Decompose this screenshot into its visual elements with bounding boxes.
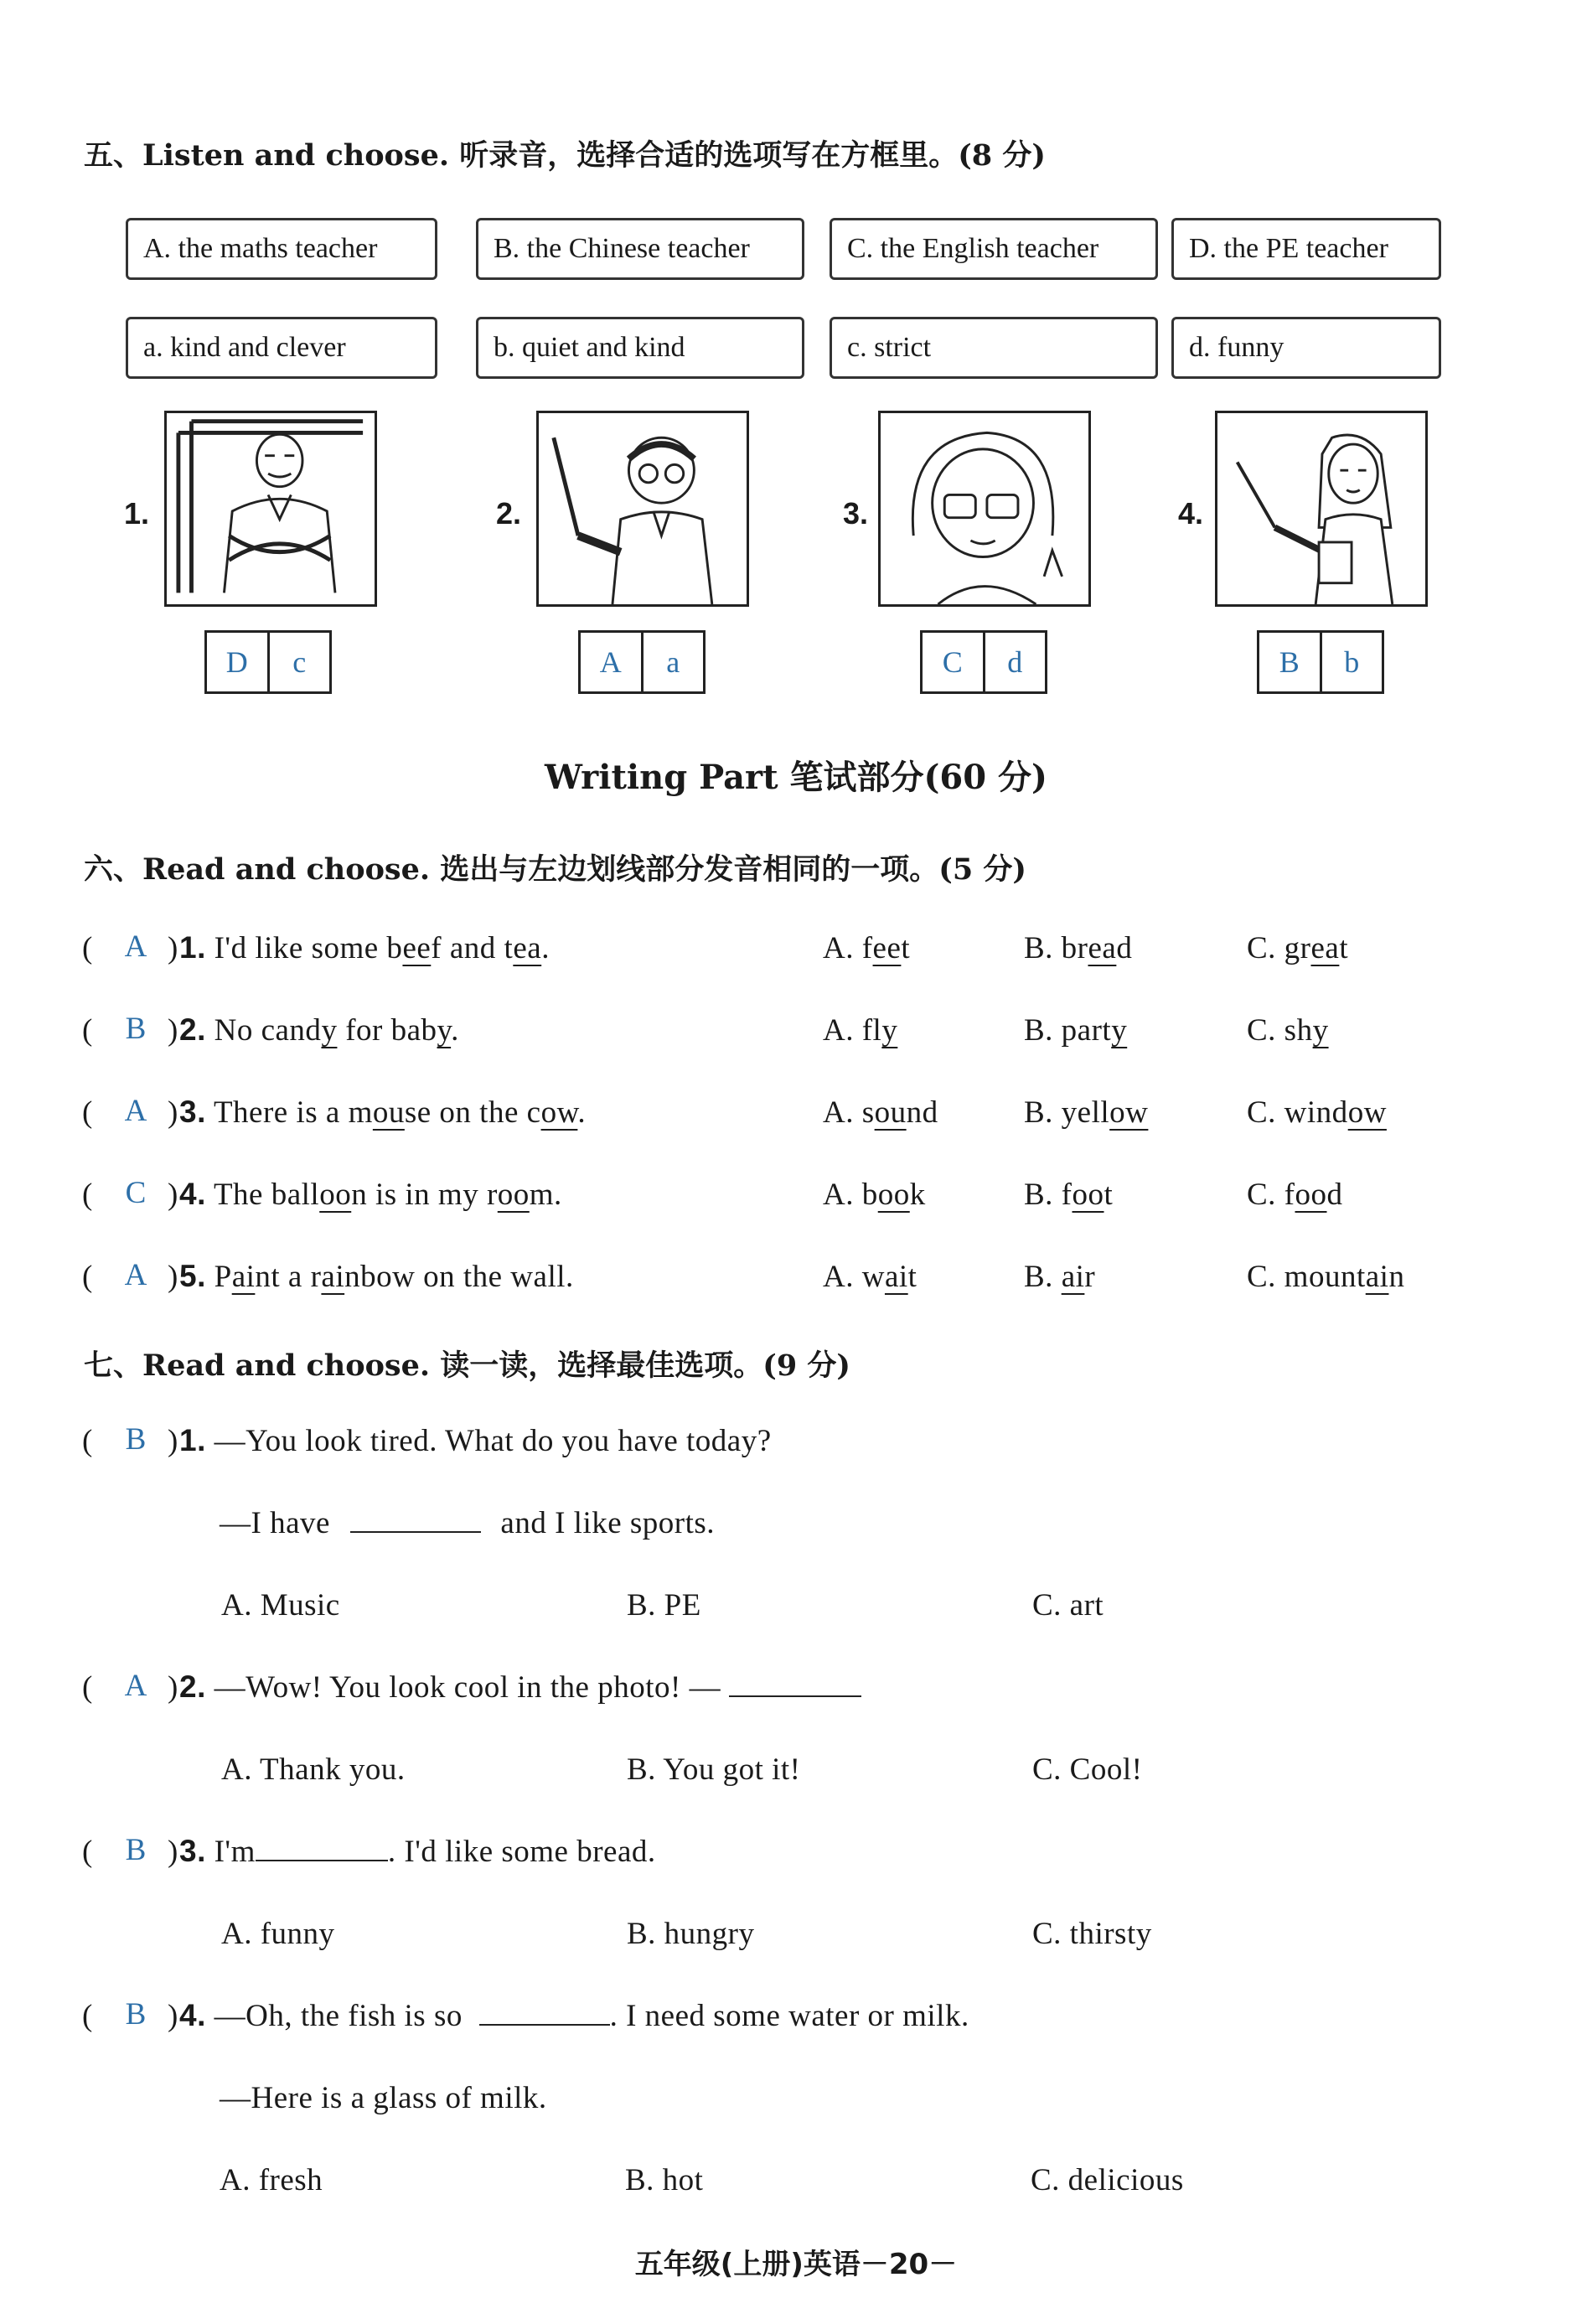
option-c[interactable]: C. thirsty (1032, 1917, 1152, 1951)
male-teacher-with-pointer-icon (536, 411, 749, 607)
question-number: 2. (179, 1669, 206, 1704)
question-text: f and t (431, 931, 514, 965)
option-b[interactable]: B. hot (625, 2163, 704, 2197)
option-text: t (1339, 931, 1349, 965)
underlined-sound: oo (319, 1178, 352, 1212)
page-footer: 五年级(上册)英语－20－ (634, 2248, 958, 2281)
option-a[interactable] (823, 1095, 938, 1131)
answer-paren: ) (168, 1835, 178, 1869)
option-text: C. f (1247, 1178, 1295, 1212)
question-6-4 (179, 1177, 562, 1213)
option-text: A. b (823, 1178, 878, 1212)
question-6-3 (179, 1095, 586, 1131)
question-7-1-line2 (220, 1505, 715, 1541)
question-text: There is a m (213, 1095, 373, 1130)
section6-heading: 六、Read and choose. 选出与左边划线部分发音相同的一项。(5 分) (84, 852, 1026, 887)
female-teacher-with-pointer-icon (1215, 411, 1428, 607)
question-text: . I'd like some bread. (387, 1835, 656, 1869)
answer-paren: ) (168, 1999, 178, 2033)
section5-heading: 五、Listen and choose. 听录音，选择合适的选项写在方框里。(8 分) (84, 138, 1046, 173)
picture-number-3: 3. (843, 496, 869, 531)
option-b[interactable]: B. You got it! (627, 1752, 801, 1787)
answer-paren: ( (82, 1260, 93, 1294)
answer-7-3[interactable]: B (125, 1833, 147, 1867)
option-b[interactable] (1024, 1259, 1095, 1295)
answer-paren: ) (168, 931, 178, 965)
question-text: and I like sports. (500, 1506, 716, 1540)
answer-box-4[interactable] (1257, 630, 1384, 694)
underlined-sound: ee (872, 931, 902, 965)
option-c[interactable]: C. art (1032, 1588, 1104, 1623)
answer-paren: ) (168, 1424, 178, 1458)
answer-paren: ( (82, 1095, 93, 1130)
option-text: r (1084, 1260, 1096, 1294)
underlined-sound: oo (1072, 1178, 1104, 1212)
question-text: nt a r (255, 1260, 322, 1294)
teacher-option-a: A. the maths teacher (126, 218, 437, 280)
option-c[interactable] (1247, 1012, 1329, 1048)
question-text: No cand (214, 1013, 322, 1048)
option-text: B. br (1024, 931, 1088, 965)
option-text: t (1104, 1178, 1114, 1212)
option-c[interactable] (1247, 1259, 1404, 1295)
underlined-sound: y (1111, 1013, 1128, 1048)
trait-option-d: d. funny (1171, 317, 1441, 379)
answer-paren: ( (82, 1178, 93, 1212)
underlined-sound: ea (513, 931, 542, 965)
question-text: m. (529, 1178, 562, 1212)
question-7-2 (179, 1669, 861, 1705)
answer-paren: ( (82, 931, 93, 965)
underlined-sound: ow (1347, 1095, 1387, 1130)
answer-6-3[interactable]: A (124, 1094, 147, 1128)
option-c[interactable] (1247, 1095, 1387, 1131)
question-text: The ball (213, 1178, 320, 1212)
answer-blank[interactable] (256, 1835, 388, 1861)
question-6-5 (179, 1259, 574, 1295)
question-text: n is in my r (351, 1178, 498, 1212)
option-text: nd (906, 1095, 938, 1130)
answer-box-2[interactable] (578, 630, 706, 694)
underlined-sound: ai (1061, 1260, 1085, 1294)
answer-box-4-teacher: B (1259, 633, 1322, 691)
option-c[interactable]: C. delicious (1031, 2163, 1184, 2197)
question-number: 3. (179, 1095, 206, 1129)
underlined-sound: ea (1088, 931, 1117, 965)
trait-option-b: b. quiet and kind (476, 317, 804, 379)
answer-paren: ) (168, 1095, 178, 1130)
option-a[interactable]: A. fresh (220, 2163, 323, 2197)
option-a[interactable]: A. Thank you. (221, 1752, 406, 1787)
option-b[interactable]: B. PE (627, 1588, 701, 1623)
option-text: t (907, 1260, 917, 1294)
question-text: for bab (337, 1013, 437, 1048)
underlined-sound: oo (497, 1178, 530, 1212)
question-text: nbow on the wall. (344, 1260, 574, 1294)
option-b[interactable] (1024, 1012, 1127, 1048)
underlined-sound: ow (1109, 1095, 1149, 1130)
trait-option-c: c. strict (830, 317, 1158, 379)
underlined-sound: ai (884, 1260, 908, 1294)
option-text: A. fl (823, 1013, 882, 1048)
answer-6-1[interactable]: A (124, 929, 147, 964)
answer-paren: ) (168, 1178, 178, 1212)
option-a[interactable] (823, 1012, 897, 1048)
option-text: B. (1024, 1260, 1062, 1294)
option-text: d (1326, 1178, 1343, 1212)
writing-part-title: Writing Part 笔试部分(60 分) (545, 758, 1047, 797)
option-text: n (1388, 1260, 1405, 1294)
teacher-option-d: D. the PE teacher (1171, 218, 1441, 280)
teacher-option-c: C. the English teacher (830, 218, 1158, 280)
question-number: 2. (179, 1012, 206, 1047)
question-6-1 (179, 930, 550, 966)
option-text: A. f (823, 931, 873, 965)
option-a[interactable]: A. Music (221, 1588, 340, 1623)
option-text: C. sh (1247, 1013, 1313, 1048)
option-text: d (1116, 931, 1133, 965)
answer-blank[interactable] (350, 1506, 481, 1533)
option-b[interactable] (1024, 930, 1132, 966)
question-text: I'd like some b (214, 931, 403, 965)
section7-heading: 七、Read and choose. 读一读，选择最佳选项。(9 分) (84, 1348, 850, 1383)
question-text: —You look tired. What do you have today? (214, 1424, 772, 1458)
underlined-sound: y (1312, 1013, 1329, 1048)
question-7-4-line2: —Here is a glass of milk. (220, 2081, 547, 2115)
strict-teacher-arms-crossed-icon (164, 411, 377, 607)
option-text: k (909, 1178, 926, 1212)
question-text: . (541, 931, 550, 965)
underlined-sound: y (437, 1013, 452, 1048)
question-number: 3. (179, 1834, 206, 1868)
question-text: se on the c (404, 1095, 541, 1130)
girl-teacher-with-glasses-icon (878, 411, 1091, 607)
picture-number-1: 1. (124, 496, 150, 531)
answer-paren: ) (168, 1670, 178, 1705)
answer-box-1-teacher: D (207, 633, 270, 691)
underlined-sound: y (881, 1013, 898, 1048)
option-text: A. s (823, 1095, 875, 1130)
option-b[interactable]: B. hungry (627, 1917, 755, 1951)
answer-box-2-trait: a (666, 645, 680, 679)
answer-paren: ( (82, 1424, 93, 1458)
answer-box-3-teacher: C (923, 633, 985, 691)
answer-box-1[interactable] (204, 630, 332, 694)
answer-6-2[interactable]: B (125, 1012, 147, 1046)
question-text: I'm (214, 1835, 256, 1869)
underlined-sound: ou (874, 1095, 907, 1130)
underlined-sound: ou (372, 1095, 405, 1130)
option-a[interactable] (823, 1259, 917, 1295)
question-number: 1. (179, 1423, 206, 1457)
question-number: 5. (179, 1259, 206, 1293)
answer-7-4[interactable]: B (125, 1997, 147, 2032)
option-a[interactable]: A. funny (221, 1917, 335, 1951)
answer-blank[interactable] (479, 1999, 610, 2026)
underlined-sound: oo (1295, 1178, 1327, 1212)
question-text: . I need some water or milk. (609, 1999, 969, 2033)
answer-7-2[interactable]: A (124, 1669, 147, 1703)
answer-box-1-trait: c (292, 645, 307, 679)
underlined-sound: ea (1310, 931, 1340, 965)
underlined-sound: oo (877, 1178, 910, 1212)
question-text: —I have (220, 1506, 330, 1540)
option-text: B. f (1024, 1178, 1073, 1212)
option-a[interactable] (823, 1177, 926, 1213)
question-number: 4. (179, 1998, 206, 2032)
answer-box-3-trait: d (1007, 645, 1023, 679)
option-b[interactable] (1024, 1095, 1148, 1131)
picture-number-4: 4. (1178, 496, 1204, 531)
answer-6-4[interactable]: C (125, 1176, 147, 1210)
answer-paren: ) (168, 1013, 178, 1048)
answer-paren: ( (82, 1670, 93, 1705)
underlined-sound: ee (402, 931, 432, 965)
option-c[interactable] (1247, 1177, 1343, 1213)
answer-blank[interactable] (729, 1670, 861, 1697)
answer-box-3[interactable] (920, 630, 1047, 694)
underlined-sound: ow (540, 1095, 578, 1130)
teacher-option-b: B. the Chinese teacher (476, 218, 804, 280)
option-b[interactable] (1024, 1177, 1113, 1213)
question-text: . (451, 1013, 459, 1048)
underlined-sound: ai (321, 1260, 345, 1294)
option-text: B. part (1024, 1013, 1112, 1048)
question-7-4 (179, 1998, 969, 2034)
option-text: C. wind (1247, 1095, 1348, 1130)
option-a[interactable] (823, 930, 910, 966)
picture-number-2: 2. (496, 496, 522, 531)
question-text: P (214, 1260, 232, 1294)
answer-paren: ( (82, 1999, 93, 2033)
answer-box-2-teacher: A (581, 633, 644, 691)
question-7-1 (179, 1423, 772, 1459)
underlined-sound: ai (231, 1260, 256, 1294)
question-number: 4. (179, 1177, 206, 1211)
option-text: A. w (823, 1260, 885, 1294)
question-text: —Oh, the fish is so (214, 1999, 463, 2033)
option-text: C. gr (1247, 931, 1311, 965)
option-text: C. mount (1247, 1260, 1366, 1294)
question-7-3 (179, 1834, 656, 1870)
answer-box-4-trait: b (1344, 645, 1360, 679)
option-text: B. yell (1024, 1095, 1110, 1130)
question-6-2 (179, 1012, 459, 1048)
answer-7-1[interactable]: B (125, 1422, 147, 1457)
answer-paren: ( (82, 1835, 93, 1869)
option-text: t (901, 931, 911, 965)
question-number: 1. (179, 930, 206, 965)
answer-paren: ) (168, 1260, 178, 1294)
answer-paren: ( (82, 1013, 93, 1048)
question-text: . (577, 1095, 587, 1130)
trait-option-a: a. kind and clever (126, 317, 437, 379)
underlined-sound: y (321, 1013, 338, 1048)
question-text: —Wow! You look cool in the photo! — (214, 1670, 721, 1705)
option-c[interactable] (1247, 930, 1348, 966)
answer-6-5[interactable]: A (124, 1258, 147, 1292)
underlined-sound: ai (1365, 1260, 1389, 1294)
option-c[interactable]: C. Cool! (1032, 1752, 1143, 1787)
